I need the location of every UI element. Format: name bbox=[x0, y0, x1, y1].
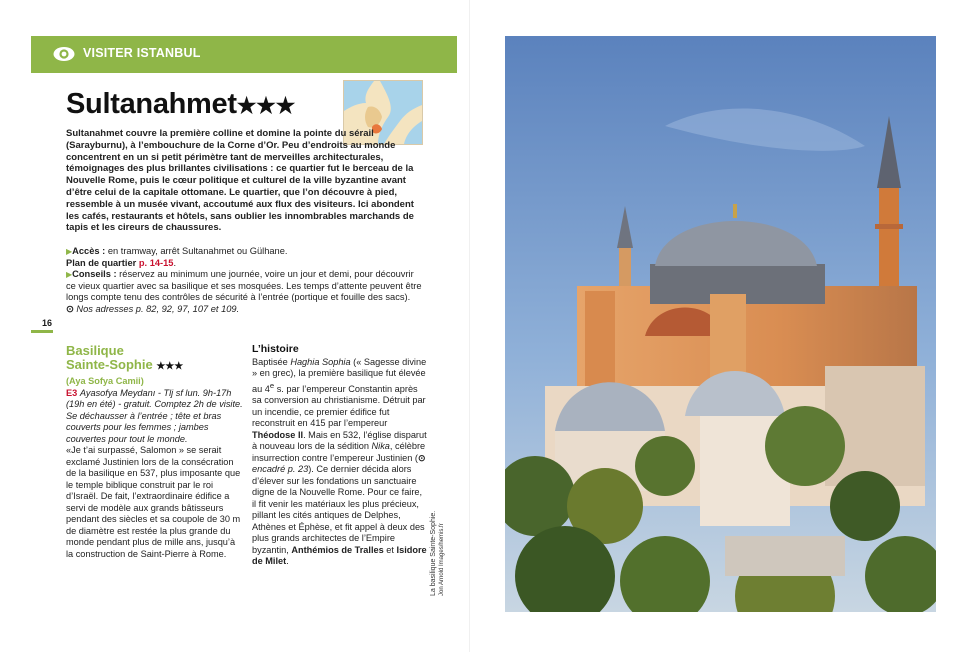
intro-paragraph: Sultanahmet couvre la première colline et domine la pointe du sérail (Sarayburnu), à l’embouchure de la Corne d’Or. Peu d’endroits au monde concentrent en un si petit périmètre tant de merveilles architecturales, témoignages des plus brillantes civilisations : ce quartier fut le berceau de la Nouvelle Rome, puis le cœur politique et culturel de la ville byzantine avant d’être celui de la capitale ottomane. Le quartier, que l’on découvre à pied, ressemble à un musée vivant, accoutumé aux flux des visiteurs. Ici abondent les cafés, restaurants et hôtels, sans oublier les innombrables marchands de tapis et les cireurs de chaussures. bbox=[66, 128, 414, 234]
eye-icon bbox=[53, 46, 75, 62]
basilique-body: «Je t’ai surpassé, Salomon » se serait exclamé Justinien lors de la consécration de la basilique en 537, plus imposante que le temple biblique construit par le roi d’Israël. De fait, l’extraordinaire édifice a servi de modèle aux grands bâtisseurs pendant des siècles et sa coupole de 30 m de diamètre est restée la plus grande du monde pendant plus de mille ans, jusqu’à la construction de Saint-Pierre à Rome. bbox=[66, 445, 241, 559]
reference-arrow-icon: ⊙ bbox=[66, 303, 77, 314]
histoire-body: Baptisée Haghia Sophia (« Sagesse divine » en grec), la première basilique fut élevée au 4e s. par l’empereur Constantin après sa conversion au christianisme. Détruit par un incendie, ce premier édifice fut reconstruit en 415 par l’empereur Théodose II. Mais en 532, l’église disparut à nouveau lors de la sédition Nika, célèbre insurrection contre l’empereur Justinien (⊙ encadré p. 23). Ce dernier décida alors d’élever sur les fondations un sanctuaire digne de la Nouvelle Rome. Pour ce faire, il fit venir les matériaux les plus précieux, pillant les cités antiques de Delphes, Athènes et Éphèse, et fit appel à deux des plus grands architectes de l’Empire byzantin, Anthémios de Tralles et Isidore de Milet. bbox=[252, 356, 427, 567]
title-stars: ★★★ bbox=[236, 93, 296, 118]
reference-arrow-icon: ⊙ bbox=[417, 452, 426, 463]
left-page bbox=[0, 0, 470, 652]
caption-credit: Jon Arnold Images/hemis.fr bbox=[439, 523, 445, 596]
title-text: Sultanahmet bbox=[66, 88, 237, 120]
section-banner bbox=[31, 36, 457, 73]
basilique-title: Basilique Sainte-Sophie ★★★ bbox=[66, 343, 184, 372]
triangle-icon: ▶ bbox=[66, 247, 73, 256]
basilique-alt-name: (Aya Sofya Camii) bbox=[66, 376, 144, 386]
page-title bbox=[66, 88, 295, 121]
histoire-title: L’histoire bbox=[252, 343, 299, 355]
page-number: 16 bbox=[42, 318, 53, 328]
histoire-column bbox=[252, 344, 428, 568]
acces-line: ▶Accès : en tramway, arrêt Sultanahmet ou Gülhane. bbox=[66, 246, 288, 256]
page-fold bbox=[469, 0, 470, 652]
plan-line: Plan de quartier p. 14-15. bbox=[66, 257, 177, 268]
caption-title: La basilique Sainte-Sophie. bbox=[430, 510, 437, 596]
basilique-column bbox=[66, 344, 244, 560]
hagia-sophia-photo bbox=[505, 36, 936, 612]
photo-caption bbox=[428, 478, 452, 598]
section-label: VISITER ISTANBUL bbox=[83, 46, 201, 60]
plan-page-ref: p. 14-15 bbox=[138, 257, 174, 268]
practical-info bbox=[66, 246, 426, 316]
adresses-line: ⊙ Nos adresses p. 82, 92, 97, 107 et 109. bbox=[66, 303, 240, 314]
conseils-line: ▶Conseils : réservez au minimum une journée, voire un jour et demi, pour découvrir ce vieux quartier avec sa basilique et ses mosquées. Les temps d’attente peuvent être longs compte tenu des contrôles de sécurité à l’entrée (portique et fouille des sacs). bbox=[66, 269, 422, 303]
grid-ref: E3 bbox=[66, 387, 78, 398]
basilique-stars: ★★★ bbox=[156, 361, 184, 372]
triangle-icon: ▶ bbox=[66, 270, 73, 280]
page-number-bar bbox=[31, 330, 53, 333]
basilique-practical: E3 Ayasofya Meydanı - Tlj sf lun. 9h-17h (19h en été) - gratuit. Comptez 2h de visite. Se déchausser à l’entrée ; tête et bras couverts pour les femmes ; jambes couvertes pour tout le monde. bbox=[66, 387, 243, 444]
